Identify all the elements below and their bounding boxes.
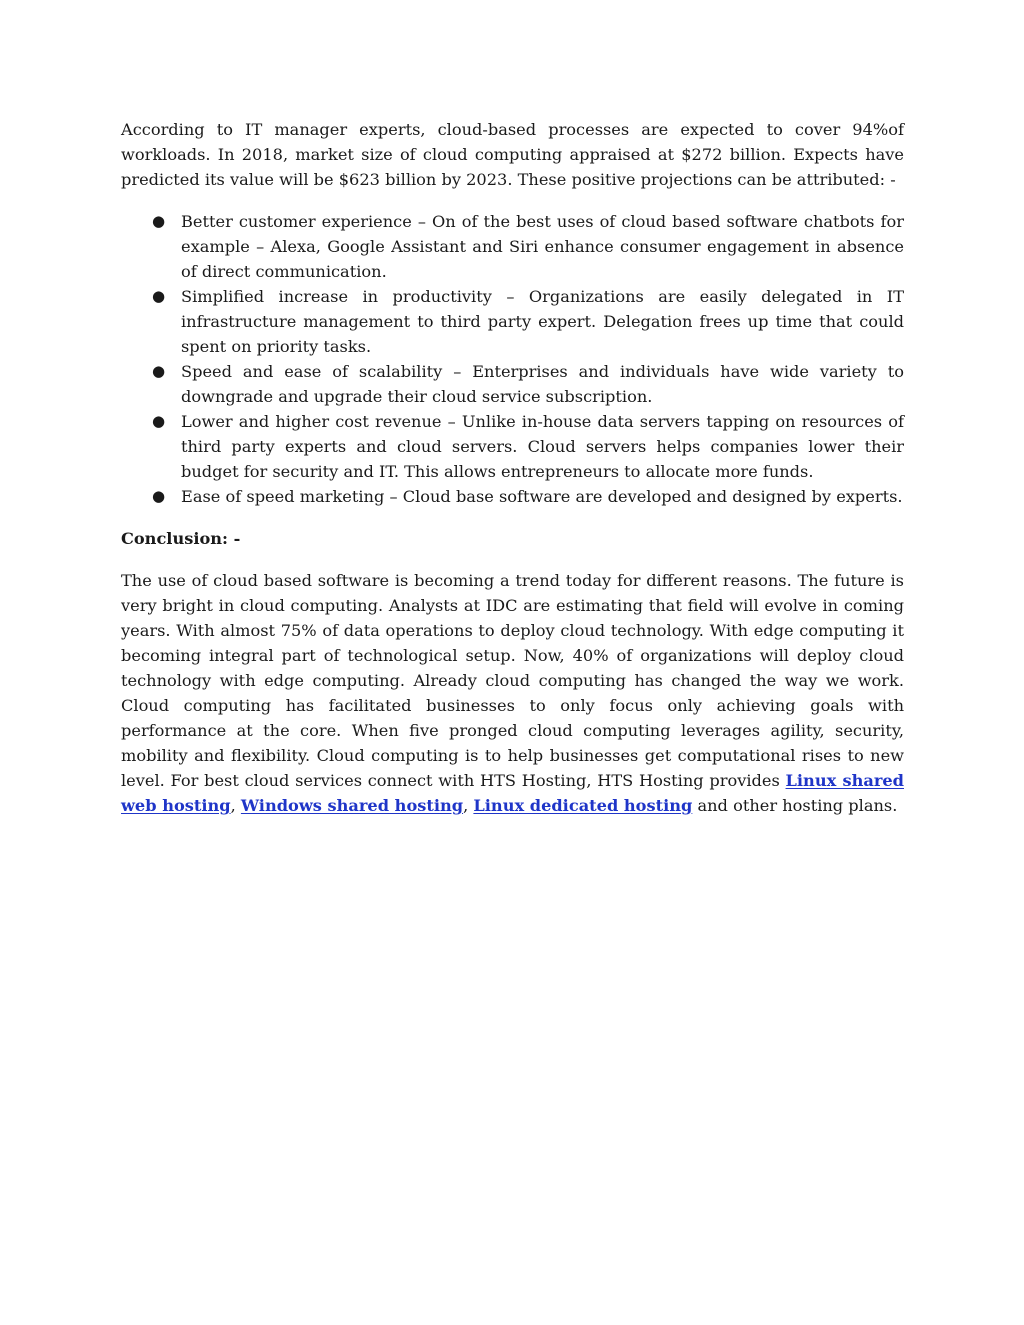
conclusion-heading: Conclusion: -	[121, 529, 241, 548]
bullet-icon: ●	[152, 362, 166, 380]
list-item-text: Lower and higher cost revenue – Unlike in-house data servers tapping on resources of third party experts and cloud servers. Cloud servers helps companies lower their budget for security and IT. This allows entrepreneurs to allocate more funds.	[181, 412, 904, 481]
list-item-text: Ease of speed marketing – Cloud base software are developed and designed by experts.	[181, 487, 903, 506]
comma-separator: ,	[230, 796, 236, 815]
bullet-icon: ●	[152, 487, 166, 505]
list-item	[121, 359, 904, 409]
benefits-list	[121, 209, 904, 509]
list-item	[121, 484, 904, 509]
bullet-icon: ●	[152, 287, 166, 305]
bullet-icon: ●	[152, 212, 166, 230]
document-page	[121, 117, 904, 818]
comma-separator: ,	[463, 796, 469, 815]
conclusion-paragraph	[121, 568, 904, 818]
list-item-text: Speed and ease of scalability – Enterprises and individuals have wide variety to downgrade and upgrade their cloud service subscription.	[181, 362, 904, 406]
and-word: and	[697, 796, 728, 815]
windows-shared-hosting-link[interactable]: Windows shared hosting	[240, 796, 464, 815]
conclusion-text: The use of cloud based software is becoming a trend today for different reasons. The future is very bright in cloud computing. Analysts at IDC are estimating that field will evolve in coming years. With almost 75% of data operations to deploy cloud technology. With edge computing it becoming integral part of technological setup. Now, 40% of organizations will deploy cloud technology with edge computing. Already cloud computing has changed the way we work. Cloud computing has facilitated businesses to only focus only achieving goals with performance at the core. When five pronged cloud computing leverages agility, security, mobility and flexibility. Cloud computing is to help businesses get computational rises to new level. For best cloud services connect with HTS Hosting, HTS Hosting provides	[121, 571, 904, 790]
list-item	[121, 409, 904, 484]
linux-shared-hosting-link[interactable]: Linux shared web hosting	[121, 771, 904, 815]
intro-paragraph: According to IT manager experts, cloud-based processes are expected to cover 94%of workloads. In 2018, market size of cloud computing appraised at $272 billion. Expects have predicted its value will be $623 billion by 2023. These positive projections can be attributed: -	[121, 120, 904, 189]
linux-dedicated-hosting-link[interactable]: Linux dedicated hosting	[473, 796, 693, 815]
bullet-icon: ●	[152, 412, 166, 430]
list-item	[121, 284, 904, 359]
closing-text: other hosting plans.	[733, 796, 898, 815]
list-item-text: Simplified increase in productivity – Organizations are easily delegated in IT infrastructure management to third party expert. Delegation frees up time that could spent on priority tasks.	[181, 287, 904, 356]
list-item-text: Better customer experience – On of the best uses of cloud based software chatbots for example – Alexa, Google Assistant and Siri enhance consumer engagement in absence of direct communication.	[181, 212, 904, 281]
list-item	[121, 209, 904, 284]
